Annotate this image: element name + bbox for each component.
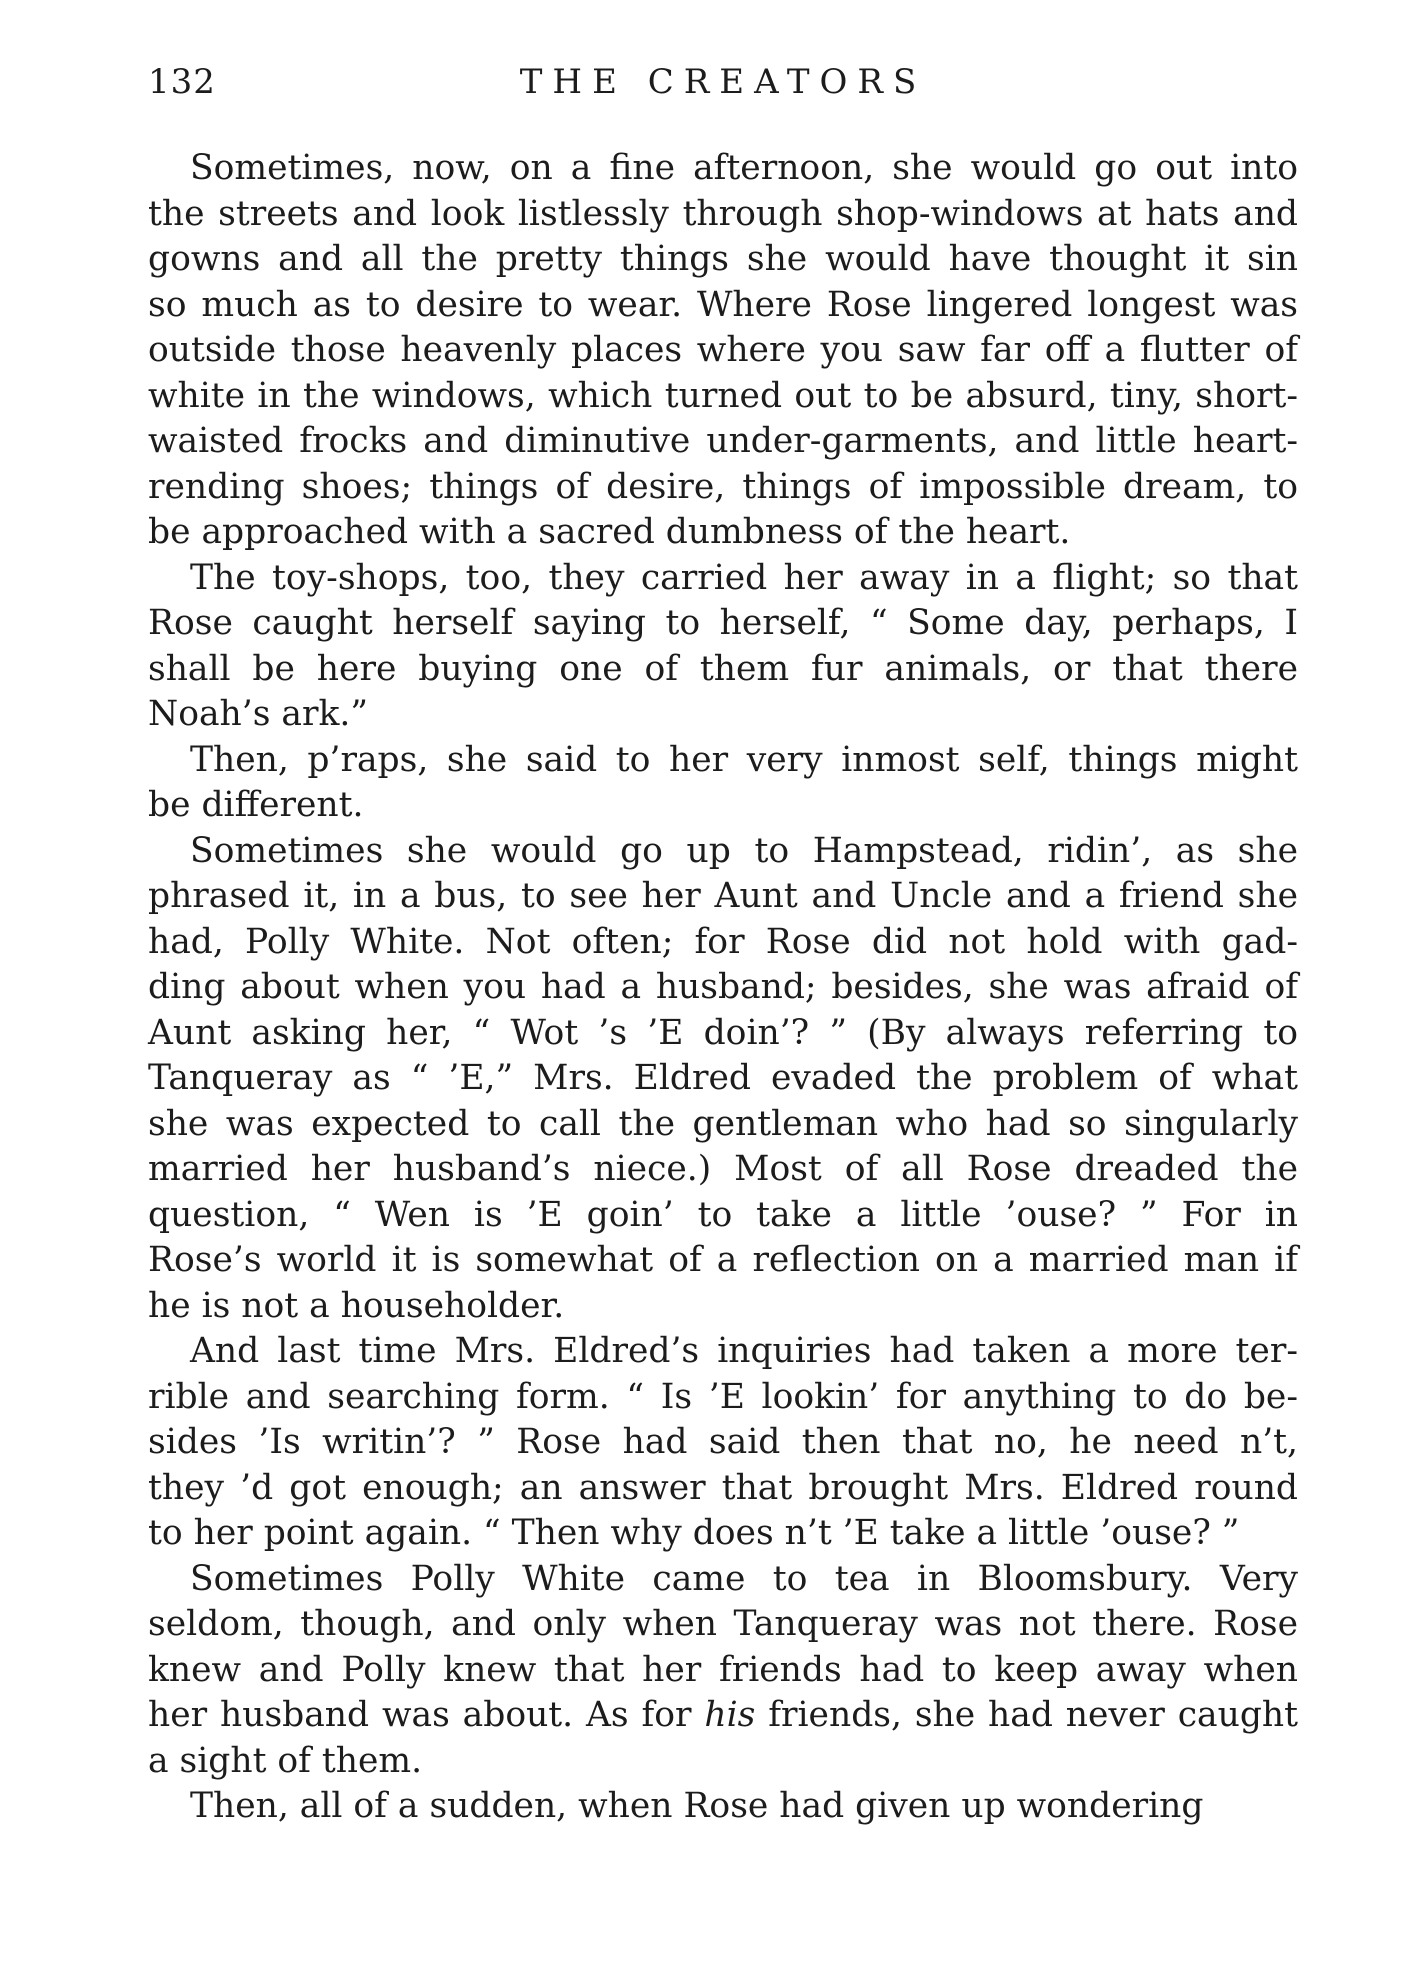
text-line: seldom, though, and only when Tanqueray was not there. Rose [148,1604,1298,1644]
text-line: had, Polly White. Not often; for Rose did not hold with gad- [148,921,1298,962]
text-line: Sometimes she would go up to Hampstead, ridin’, as she [190,830,1298,871]
text-line: Rose’s world it is somewhat of a reflection on a married man if [148,1240,1298,1280]
text-line: sides ’Is writin’? ” Rose had said then that no, he need n’t, [148,1422,1298,1462]
text-line: Then, p’raps, she said to her very inmost self, things might [190,739,1298,780]
text-line: be approached with a sacred dumbness of the heart. [148,512,1071,552]
text-line: gowns and all the pretty things she would have thought it sin [148,239,1298,279]
text-line: knew and Polly knew that her friends had to keep away when [148,1649,1298,1690]
text-line: outside those heavenly places where you saw far off a flutter of [148,330,1298,370]
body-text [148,146,1298,1830]
text-line: Aunt asking her, “ Wot ’s ’E doin’? ” (By always referring to [148,1012,1298,1053]
text-line: she was expected to call the gentleman who had so singularly [148,1103,1298,1144]
paragraph [148,829,1298,1330]
text-line: rible and searching form. “ Is ’E lookin’ for anything to do be- [148,1376,1298,1417]
text-line: the streets and look listlessly through shop-windows at hats and [148,193,1298,234]
text-line: they ’d got enough; an answer that brought Mrs. Eldred round [148,1467,1298,1508]
text-line: he is not a householder. [148,1285,565,1326]
text-line: her husband was about. As for his friends, she had never caught [148,1695,1298,1735]
text-line: question, “ Wen is ’E goin’ to take a little ’ouse? ” For in [148,1194,1298,1235]
text-line: ding about when you had a husband; besides, she was afraid of [148,967,1298,1007]
text-line: Sometimes, now, on a fine afternoon, she would go out into [190,148,1298,188]
text-line: phrased it, in a bus, to see her Aunt and Uncle and a friend she [148,876,1298,916]
text-line: married her husband’s niece.) Most of all Rose dreaded the [148,1149,1298,1189]
text-line: white in the windows, which turned out to be absurd, tiny, short- [148,375,1298,416]
paragraph [148,556,1298,738]
text-line: be different. [148,785,364,825]
text-line: so much as to desire to wear. Where Rose lingered longest was [148,284,1298,325]
text-line: And last time Mrs. Eldred’s inquiries had taken a more ter- [190,1331,1298,1371]
text-line: The toy-shops, too, they carried her away in a flight; so that [190,557,1298,598]
text-line: a sight of them. [148,1740,423,1781]
paragraph [148,738,1298,829]
running-head [148,62,1298,112]
text-line: Sometimes Polly White came to tea in Bloomsbury. Very [190,1558,1298,1599]
text-line: Tanqueray as “ ’E,” Mrs. Eldred evaded the problem of what [148,1058,1298,1098]
paragraph [148,1557,1298,1785]
text-line: to her point again. “ Then why does n’t ’E take a little ’ouse? ” [148,1513,1240,1553]
text-line: rending shoes; things of desire, things of impossible dream, to [148,466,1298,507]
text-line: Then, all of a sudden, when Rose had given up wondering [190,1786,1204,1826]
paragraph [148,146,1298,556]
text-line: waisted frocks and diminutive under-garments, and little heart- [148,421,1298,461]
text-line: shall be here buying one of them fur animals, or that there [148,648,1298,689]
text-line: Rose caught herself saying to herself, “ Some day, perhaps, I [148,603,1298,643]
book-title: THE CREATORS [519,62,927,102]
text-line: Noah’s ark.” [148,694,368,734]
paragraph [148,1784,1298,1830]
page-number: 132 [148,62,216,102]
paragraph [148,1329,1298,1557]
